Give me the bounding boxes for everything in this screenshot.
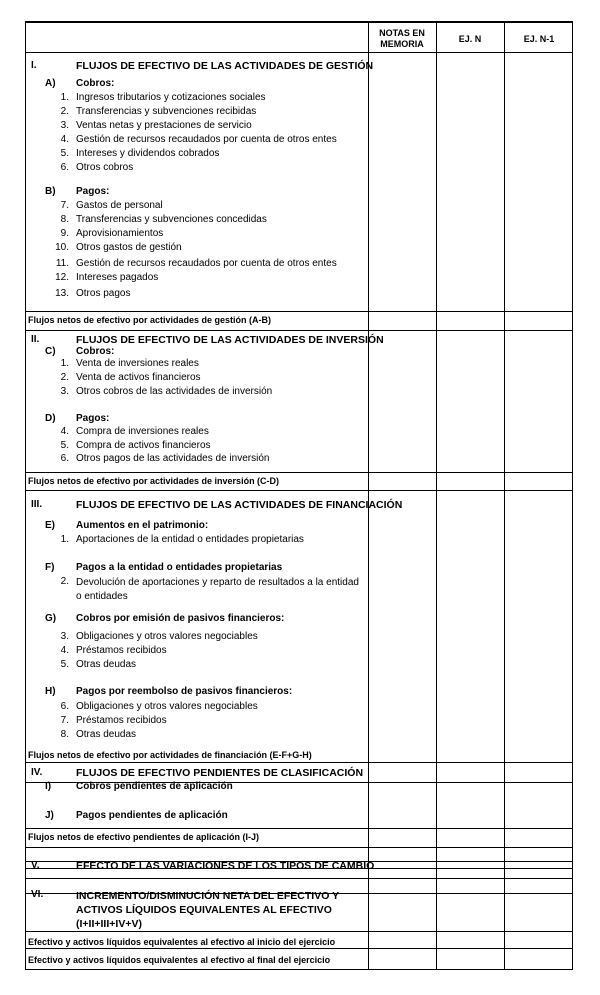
section-title: FLUJOS DE EFECTIVO DE LAS ACTIVIDADES DE INVERSIÓN — [76, 334, 384, 346]
section-title: FLUJOS DE EFECTIVO PENDIENTES DE CLASIFICACIÓN — [76, 767, 364, 779]
line-item-label: Intereses y dividendos cobrados — [76, 148, 220, 159]
group-title: Pagos: — [76, 413, 110, 424]
line-item-number: 2. — [60, 372, 69, 383]
cash-flow-statement-table — [25, 21, 573, 970]
group-title: Pagos: — [76, 186, 110, 197]
line-item-label: Transferencias y subvenciones concedidas — [76, 214, 267, 225]
line-item-number: 4. — [60, 645, 69, 656]
line-item-number: 3. — [60, 120, 69, 131]
line-item-number: 1. — [60, 358, 69, 369]
group-letter: B) — [45, 186, 56, 197]
line-item-number: 4. — [60, 134, 69, 145]
net-flow-total-label: Flujos netos de efectivo pendientes de aplicación (I-J) — [28, 832, 260, 842]
line-item-label: Ingresos tributarios y cotizaciones sociales — [76, 92, 266, 103]
line-item-label: Gastos de personal — [76, 200, 163, 211]
group-title: Aumentos en el patrimonio: — [76, 520, 209, 531]
line-item-number: 1. — [60, 534, 69, 545]
line-item-number: 6. — [60, 453, 69, 464]
group-letter: A) — [45, 78, 56, 89]
section-roman: I. — [31, 60, 37, 71]
row-divider — [26, 762, 572, 763]
header-ej-n1: EJ. N-1 — [523, 34, 555, 44]
line-item-label: Otras deudas — [76, 729, 137, 740]
net-flow-total-label: Flujos netos de efectivo por actividades de gestión (A-B) — [28, 315, 272, 325]
line-item-label: Compra de activos financieros — [76, 440, 211, 451]
line-item-label: Gestión de recursos recaudados por cuenta de otros entes — [76, 258, 337, 269]
line-item-number: 10. — [55, 242, 69, 253]
row-divider — [26, 948, 572, 949]
line-item-label: Aportaciones de la entidad o entidades propietarias — [76, 534, 304, 545]
group-letter: D) — [45, 413, 56, 424]
header-notas-memoria: NOTAS EN MEMORIA — [379, 28, 425, 49]
row-divider — [26, 490, 572, 491]
line-item-label: Compra de inversiones reales — [76, 426, 209, 437]
line-item-number: 6. — [60, 162, 69, 173]
line-item-label: Venta de inversiones reales — [76, 358, 199, 369]
group-title: Cobros pendientes de aplicación — [76, 781, 233, 792]
line-item-number: 5. — [60, 440, 69, 451]
section-title: EFECTO DE LAS VARIACIONES DE LOS TIPOS DE CAMBIO — [76, 860, 375, 872]
group-title: Pagos por reembolso de pasivos financieros: — [76, 686, 293, 697]
section-title: FLUJOS DE EFECTIVO DE LAS ACTIVIDADES DE FINANCIACIÓN — [76, 499, 403, 511]
line-item-number: 13. — [55, 288, 69, 299]
group-letter: E) — [45, 520, 55, 531]
line-item-label: Préstamos recibidos — [76, 645, 167, 656]
line-item-number: 3. — [60, 631, 69, 642]
row-divider — [26, 969, 572, 970]
section-roman: V. — [31, 860, 40, 871]
line-item-label: Préstamos recibidos — [76, 715, 167, 726]
group-letter: I) — [45, 781, 52, 792]
line-item-label: Transferencias y subvenciones recibidas — [76, 106, 257, 117]
group-letter: G) — [45, 613, 57, 624]
group-letter: J) — [45, 810, 54, 821]
section-roman: VI. — [31, 889, 44, 900]
net-flow-total-label: Efectivo y activos líquidos equivalentes al efectivo al final del ejercicio — [28, 955, 331, 965]
section-roman: III. — [31, 499, 43, 510]
row-divider — [26, 330, 572, 331]
net-flow-total-label: Flujos netos de efectivo por actividades de inversión (C-D) — [28, 476, 280, 486]
line-item-number: 8. — [60, 214, 69, 225]
line-item-number: 6. — [60, 701, 69, 712]
line-item-number: 3. — [60, 386, 69, 397]
group-title: Cobros por emisión de pasivos financieros: — [76, 613, 285, 624]
line-item-label: Otras deudas — [76, 659, 137, 670]
line-item-label: Obligaciones y otros valores negociables — [76, 701, 258, 712]
line-item-number: 7. — [60, 200, 69, 211]
line-item-number: 2. — [60, 576, 69, 587]
row-divider — [26, 311, 572, 312]
net-flow-total-label: Flujos netos de efectivo por actividades de financiación (E-F+G-H) — [28, 750, 312, 760]
statement-rows — [26, 22, 572, 969]
line-item-number: 5. — [60, 659, 69, 670]
line-item-label: Venta de activos financieros — [76, 372, 201, 383]
row-divider — [26, 828, 572, 829]
group-letter: H) — [45, 686, 56, 697]
line-item-number: 7. — [60, 715, 69, 726]
line-item-number: 1. — [60, 92, 69, 103]
net-flow-total-label: Efectivo y activos líquidos equivalentes al efectivo al inicio del ejercicio — [28, 937, 336, 947]
row-divider — [26, 472, 572, 473]
header-ej-n: EJ. N — [458, 34, 482, 44]
row-divider — [26, 931, 572, 932]
line-item-label: Otros pagos — [76, 288, 131, 299]
line-item-label: Gestión de recursos recaudados por cuenta de otros entes — [76, 134, 337, 145]
group-letter: F) — [45, 562, 55, 573]
line-item-number: 12. — [55, 272, 69, 283]
line-item-label: Devolución de aportaciones y reparto de resultados a la entidad o entidades — [76, 577, 359, 602]
line-item-number: 2. — [60, 106, 69, 117]
group-title: Pagos pendientes de aplicación — [76, 810, 228, 821]
row-divider — [26, 847, 572, 848]
line-item-label: Ventas netas y prestaciones de servicio — [76, 120, 252, 131]
line-item-number: 9. — [60, 228, 69, 239]
row-divider — [26, 52, 572, 53]
section-roman: IV. — [31, 767, 43, 778]
line-item-number: 4. — [60, 426, 69, 437]
row-divider — [26, 878, 572, 879]
line-item-number: 8. — [60, 729, 69, 740]
line-item-label: Intereses pagados — [76, 272, 159, 283]
line-item-number: 11. — [55, 258, 69, 269]
line-item-number: 5. — [60, 148, 69, 159]
group-letter: C) — [45, 346, 56, 357]
group-title: Cobros: — [76, 78, 115, 89]
line-item-label: Otros cobros de las actividades de inversión — [76, 386, 273, 397]
section-title: INCREMENTO/DISMINUCIÓN NETA DEL EFECTIVO Y ACTIVOS LÍQUIDOS EQUIVALENTES AL EFECTIVO (I+II+III+IV+V) — [76, 890, 339, 930]
group-title: Cobros: — [76, 346, 115, 357]
line-item-label: Otros cobros — [76, 162, 134, 173]
line-item-label: Obligaciones y otros valores negociables — [76, 631, 258, 642]
group-title: Pagos a la entidad o entidades propietarias — [76, 562, 283, 573]
section-roman: II. — [31, 334, 40, 345]
row-divider — [26, 22, 572, 23]
line-item-label: Otros gastos de gestión — [76, 242, 182, 253]
section-title: FLUJOS DE EFECTIVO DE LAS ACTIVIDADES DE GESTIÓN — [76, 60, 374, 72]
line-item-label: Aprovisionamientos — [76, 228, 164, 239]
line-item-label: Otros pagos de las actividades de inversión — [76, 453, 270, 464]
